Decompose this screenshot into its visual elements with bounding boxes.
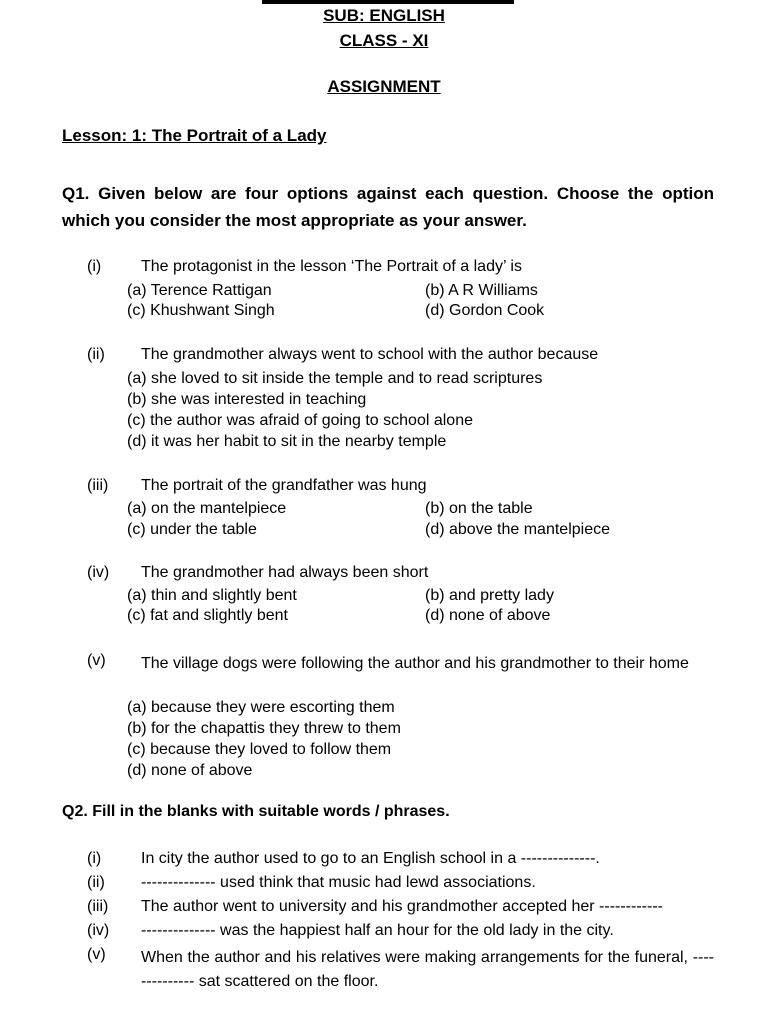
option-b: (b) for the chapattis they threw to them (127, 720, 401, 737)
question-number: (ii) (87, 874, 105, 891)
question-number: (iv) (87, 564, 110, 581)
option-c: (c) fat and slightly bent (127, 607, 288, 624)
question-number: (i) (87, 258, 102, 275)
assignment-title: ASSIGNMENT (327, 77, 441, 96)
fill-blank-text: -------------- used think that music had lewd associations. (141, 874, 536, 891)
option-d: (d) above the mantelpiece (425, 521, 610, 538)
option-b: (b) A R Williams (425, 282, 538, 299)
fill-blank-text: The author went to university and his grandmother accepted her ------------ (141, 898, 663, 915)
option-a: (a) Terence Rattigan (127, 282, 272, 299)
q1-heading: Q1. Given below are four options against each question. Choose the option which you consider the most appropriate as your answer. (62, 184, 714, 230)
question-number: (ii) (87, 346, 105, 363)
fill-blank-text: -------------- was the happiest half an hour for the old lady in the city. (141, 922, 614, 939)
option-c: (c) because they loved to follow them (127, 741, 392, 758)
subject-heading: SUB: ENGLISH (323, 6, 445, 25)
question-number: (iv) (87, 922, 110, 939)
option-a: (a) thin and slightly bent (127, 587, 297, 604)
option-d: (d) it was her habit to sit in the nearby temple (127, 433, 447, 450)
question-number: (iii) (87, 477, 109, 494)
q2-heading: Q2. Fill in the blanks with suitable words / phrases. (62, 803, 450, 820)
question-text: The village dogs were following the author and his grandmother to their home (141, 655, 689, 672)
option-a: (a) on the mantelpiece (127, 500, 287, 517)
question-text: The portrait of the grandfather was hung (141, 477, 427, 494)
question-text: The protagonist in the lesson ‘The Portrait of a lady’ is (141, 258, 522, 275)
option-b: (b) she was interested in teaching (127, 391, 367, 408)
option-b: (b) and pretty lady (425, 587, 554, 604)
fill-blank-text: When the author and his relatives were making arrangements for the funeral, -------------- sat scattered on the floor. (141, 949, 714, 990)
option-d: (d) none of above (127, 762, 253, 779)
question-text: The grandmother always went to school with the author because (141, 346, 599, 363)
question-number: (v) (87, 652, 106, 669)
question-number: (i) (87, 850, 102, 867)
option-a: (a) because they were escorting them (127, 699, 395, 716)
question-text: The grandmother had always been short (141, 564, 429, 581)
option-d: (d) Gordon Cook (425, 302, 545, 319)
option-a: (a) she loved to sit inside the temple and to read scriptures (127, 370, 543, 387)
question-number: (v) (87, 946, 106, 963)
class-heading: CLASS - XI (339, 31, 429, 50)
option-c: (c) under the table (127, 521, 257, 538)
question-number: (iii) (87, 898, 109, 915)
fill-blank-text: In city the author used to go to an English school in a --------------. (141, 850, 600, 867)
option-b: (b) on the table (425, 500, 533, 517)
top-rule (262, 0, 514, 4)
option-c: (c) Khushwant Singh (127, 302, 275, 319)
lesson-title: Lesson: 1: The Portrait of a Lady (62, 126, 327, 145)
option-d: (d) none of above (425, 607, 551, 624)
option-c: (c) the author was afraid of going to school alone (127, 412, 473, 429)
